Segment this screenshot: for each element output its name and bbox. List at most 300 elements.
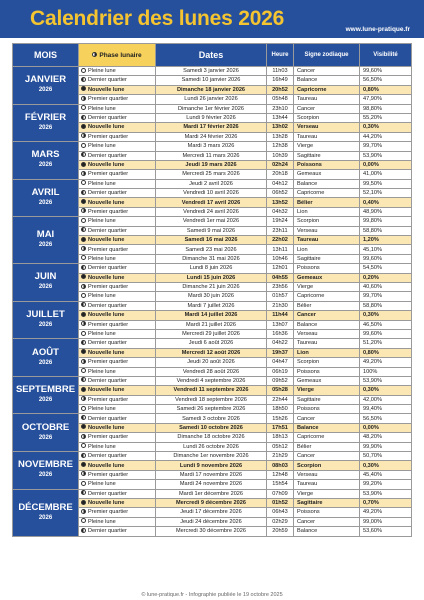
phase-cell <box>79 517 156 526</box>
month-cell <box>13 104 79 142</box>
sign-cell: Lion <box>294 348 360 357</box>
first-moon-icon <box>81 246 86 251</box>
phase-label: Premier quartier <box>88 321 129 328</box>
full-moon-icon <box>81 180 86 185</box>
visibility-cell: 44,20% <box>360 132 412 141</box>
visibility-cell: 52,10% <box>360 189 412 198</box>
phase-cell <box>79 470 156 479</box>
month-cell <box>13 179 79 217</box>
month-year: 2026 <box>38 359 53 366</box>
month-name: JUILLET <box>26 309 65 321</box>
sign-cell: Bélier <box>294 198 360 207</box>
sign-cell: Gemeaux <box>294 273 360 282</box>
month-cell <box>13 489 79 536</box>
month-name: JUIN <box>34 271 57 283</box>
new-moon-icon <box>81 349 86 354</box>
last-moon-icon <box>81 152 86 157</box>
new-moon-icon <box>81 124 86 129</box>
sign-cell: Poissons <box>294 160 360 169</box>
visibility-cell: 0,70% <box>360 498 412 507</box>
first-moon-icon <box>81 471 86 476</box>
date-cell: Dimanche 1er février 2026 <box>156 104 267 113</box>
sign-cell: Capricorne <box>294 85 360 94</box>
visibility-cell: 0,80% <box>360 85 412 94</box>
date-cell: Jeudi 2 avril 2026 <box>156 179 267 188</box>
full-moon-icon <box>81 443 86 448</box>
visibility-cell: 56,50% <box>360 76 412 85</box>
last-moon-icon <box>81 377 86 382</box>
time-cell: 05h48 <box>267 95 294 104</box>
sign-cell: Poissons <box>294 508 360 517</box>
phase-label: Dernier quartier <box>88 415 127 422</box>
phase-label: Premier quartier <box>88 396 129 403</box>
last-moon-icon <box>81 190 86 195</box>
last-moon-icon <box>81 340 86 345</box>
sign-cell: Poissons <box>294 367 360 376</box>
date-cell: Mardi 21 juillet 2026 <box>156 320 267 329</box>
time-cell: 23h10 <box>267 104 294 113</box>
phase-cell <box>79 170 156 179</box>
sign-cell: Vierge <box>294 489 360 498</box>
phase-label: Premier quartier <box>88 246 129 253</box>
date-cell: Vendredi 18 septembre 2026 <box>156 395 267 404</box>
sign-cell: Balance <box>294 179 360 188</box>
table-row <box>13 217 412 226</box>
phase-cell <box>79 489 156 498</box>
sign-cell: Sagittaire <box>294 151 360 160</box>
sign-cell: Taureau <box>294 95 360 104</box>
full-moon-icon <box>81 143 86 148</box>
phase-label: Nouvelle lune <box>88 124 125 131</box>
sign-cell: Capricorne <box>294 292 360 301</box>
phase-label: Nouvelle lune <box>88 500 125 507</box>
phase-label: Pleine lune <box>88 443 116 450</box>
visibility-cell: 45,40% <box>360 470 412 479</box>
visibility-cell: 99,60% <box>360 254 412 263</box>
month-cell <box>13 67 79 105</box>
phase-label: Nouvelle lune <box>88 274 125 281</box>
time-cell: 05h28 <box>267 386 294 395</box>
new-moon-icon <box>81 387 86 392</box>
full-moon-icon <box>81 218 86 223</box>
table-row <box>13 414 412 423</box>
full-moon-icon <box>81 105 86 110</box>
new-moon-icon <box>81 312 86 317</box>
phase-label: Pleine lune <box>88 68 116 75</box>
date-cell: Mardi 3 mars 2026 <box>156 142 267 151</box>
visibility-cell: 58,80% <box>360 301 412 310</box>
phase-label: Nouvelle lune <box>88 424 125 431</box>
page-title: Calendrier des lunes 2026 <box>30 7 285 30</box>
sign-cell: Vierge <box>294 282 360 291</box>
sign-cell: Verseau <box>294 123 360 132</box>
sign-cell: Verseau <box>294 470 360 479</box>
date-cell: Lundi 9 novembre 2026 <box>156 461 267 470</box>
phase-label: Dernier quartier <box>88 152 127 159</box>
full-moon-icon <box>81 481 86 486</box>
date-cell: Vendredi 24 avril 2026 <box>156 207 267 216</box>
phase-cell <box>79 433 156 442</box>
visibility-cell: 40,60% <box>360 282 412 291</box>
date-cell: Lundi 26 octobre 2026 <box>156 442 267 451</box>
table-row <box>13 264 412 273</box>
phase-label: Dernier quartier <box>88 265 127 272</box>
time-cell: 12h01 <box>267 264 294 273</box>
phase-label: Premier quartier <box>88 96 129 103</box>
first-moon-icon <box>81 509 86 514</box>
phase-cell <box>79 85 156 94</box>
sign-cell: Gemeaux <box>294 170 360 179</box>
new-moon-icon <box>81 237 86 242</box>
time-cell: 13h11 <box>267 245 294 254</box>
full-moon-icon <box>81 518 86 523</box>
phase-label: Premier quartier <box>88 208 129 215</box>
month-name: FÉVRIER <box>24 111 67 123</box>
month-name: OCTOBRE <box>21 421 70 433</box>
sign-cell: Scorpion <box>294 461 360 470</box>
visibility-cell: 48,90% <box>360 207 412 216</box>
date-cell: Samedi 10 octobre 2026 <box>156 423 267 432</box>
time-cell: 07h09 <box>267 489 294 498</box>
first-moon-icon <box>81 359 86 364</box>
new-moon-icon <box>81 462 86 467</box>
phase-label: Premier quartier <box>88 171 129 178</box>
date-cell: Vendredi 17 avril 2026 <box>156 198 267 207</box>
phase-cell <box>79 245 156 254</box>
date-cell: Mercredi 11 mars 2026 <box>156 151 267 160</box>
visibility-cell: 53,90% <box>360 151 412 160</box>
phase-cell <box>79 348 156 357</box>
time-cell: 23h11 <box>267 226 294 235</box>
phase-cell <box>79 189 156 198</box>
time-cell: 13h44 <box>267 113 294 122</box>
date-cell: Jeudi 6 août 2026 <box>156 339 267 348</box>
moon-calendar-table <box>12 43 412 537</box>
visibility-cell: 0,30% <box>360 386 412 395</box>
phase-label: Pleine lune <box>88 218 116 225</box>
visibility-cell: 51,20% <box>360 339 412 348</box>
phase-label: Dernier quartier <box>88 302 127 309</box>
full-moon-icon <box>81 293 86 298</box>
sign-cell: Lion <box>294 245 360 254</box>
visibility-cell: 99,80% <box>360 217 412 226</box>
time-cell: 22h44 <box>267 395 294 404</box>
table-row <box>13 339 412 348</box>
first-moon-icon <box>81 208 86 213</box>
date-cell: Dimanche 1er novembre 2026 <box>156 452 267 461</box>
phase-label: Nouvelle lune <box>88 237 125 244</box>
month-cell <box>13 452 79 490</box>
visibility-cell: 0,00% <box>360 423 412 432</box>
time-cell: 06h19 <box>267 367 294 376</box>
last-moon-icon <box>81 115 86 120</box>
phase-label: Pleine lune <box>88 105 116 112</box>
phase-label: Premier quartier <box>88 284 129 291</box>
table-row <box>13 376 412 385</box>
phase-cell <box>79 395 156 404</box>
visibility-cell: 99,70% <box>360 292 412 301</box>
phase-cell <box>79 198 156 207</box>
visibility-cell: 99,60% <box>360 67 412 76</box>
first-moon-icon <box>81 171 86 176</box>
phase-label: Nouvelle lune <box>88 199 125 206</box>
first-moon-icon <box>81 284 86 289</box>
visibility-cell: 0,80% <box>360 348 412 357</box>
phase-cell <box>79 452 156 461</box>
visibility-cell: 53,90% <box>360 489 412 498</box>
sign-cell: Taureau <box>294 132 360 141</box>
visibility-cell: 99,70% <box>360 142 412 151</box>
phase-cell <box>79 527 156 536</box>
month-cell <box>13 301 79 339</box>
month-name: MARS <box>31 149 60 161</box>
phase-cell <box>79 339 156 348</box>
month-year: 2026 <box>38 242 53 249</box>
visibility-cell: 99,90% <box>360 442 412 451</box>
phase-label: Pleine lune <box>88 143 116 150</box>
date-cell: Lundi 8 juin 2026 <box>156 264 267 273</box>
date-cell: Dimanche 18 janvier 2026 <box>156 85 267 94</box>
column-header-signe: Signe zodiaque <box>294 44 360 67</box>
date-cell: Samedi 3 janvier 2026 <box>156 67 267 76</box>
date-cell: Samedi 3 octobre 2026 <box>156 414 267 423</box>
phase-label: Nouvelle lune <box>88 86 125 93</box>
date-cell: Jeudi 17 décembre 2026 <box>156 508 267 517</box>
visibility-cell: 0,30% <box>360 461 412 470</box>
phase-cell <box>79 104 156 113</box>
phase-cell <box>79 414 156 423</box>
phase-label: Nouvelle lune <box>88 349 125 356</box>
month-cell <box>13 264 79 302</box>
phase-cell <box>79 95 156 104</box>
phase-cell <box>79 113 156 122</box>
visibility-cell: 53,60% <box>360 527 412 536</box>
visibility-cell: 56,50% <box>360 414 412 423</box>
time-cell: 01h57 <box>267 292 294 301</box>
date-cell: Dimanche 18 octobre 2026 <box>156 433 267 442</box>
phase-label: Dernier quartier <box>88 227 127 234</box>
month-year: 2026 <box>38 322 53 329</box>
phase-cell <box>79 264 156 273</box>
time-cell: 11h44 <box>267 311 294 320</box>
first-moon-icon <box>81 434 86 439</box>
visibility-cell: 0,20% <box>360 273 412 282</box>
visibility-cell: 99,50% <box>360 179 412 188</box>
date-cell: Lundi 26 janvier 2026 <box>156 95 267 104</box>
visibility-cell: 54,50% <box>360 264 412 273</box>
phase-label: Nouvelle lune <box>88 387 125 394</box>
phase-label: Pleine lune <box>88 331 116 338</box>
phase-label: Dernier quartier <box>88 453 127 460</box>
full-moon-icon <box>81 368 86 373</box>
visibility-cell: 48,20% <box>360 433 412 442</box>
month-name: DÉCEMBRE <box>18 501 73 513</box>
footer-credit: © lune-pratique.fr - Infographie publiée le 19 octobre 2025 <box>141 592 283 598</box>
date-cell: Samedi 23 mai 2026 <box>156 245 267 254</box>
column-header-heure: Heure <box>267 44 294 67</box>
phase-label: Premier quartier <box>88 133 129 140</box>
first-moon-icon <box>81 321 86 326</box>
date-cell: Vendredi 28 août 2026 <box>156 367 267 376</box>
time-cell: 04h32 <box>267 207 294 216</box>
header-band <box>0 0 424 38</box>
phase-cell <box>79 442 156 451</box>
time-cell: 20h59 <box>267 527 294 536</box>
time-cell: 12h38 <box>267 142 294 151</box>
date-cell: Jeudi 24 décembre 2026 <box>156 517 267 526</box>
sign-cell: Balance <box>294 76 360 85</box>
phase-cell <box>79 386 156 395</box>
visibility-cell: 0,30% <box>360 311 412 320</box>
last-moon-icon <box>81 528 86 533</box>
month-year: 2026 <box>38 199 53 206</box>
phase-label: Dernier quartier <box>88 115 127 122</box>
phase-cell <box>79 498 156 507</box>
sign-cell: Poissons <box>294 264 360 273</box>
new-moon-icon <box>81 424 86 429</box>
date-cell: Mardi 7 juillet 2026 <box>156 301 267 310</box>
table-row <box>13 301 412 310</box>
phase-cell <box>79 329 156 338</box>
sign-cell: Gemeaux <box>294 376 360 385</box>
phase-cell <box>79 67 156 76</box>
date-cell: Samedi 16 mai 2026 <box>156 236 267 245</box>
date-cell: Jeudi 20 août 2026 <box>156 358 267 367</box>
table-body <box>13 67 412 537</box>
time-cell: 11h03 <box>267 67 294 76</box>
sign-cell: Capricorne <box>294 189 360 198</box>
phase-cell <box>79 273 156 282</box>
phase-label: Pleine lune <box>88 518 116 525</box>
column-header-phase-label: Phase lunaire <box>99 51 142 59</box>
time-cell: 21h29 <box>267 452 294 461</box>
sign-cell: Cancer <box>294 67 360 76</box>
sign-cell: Sagittaire <box>294 254 360 263</box>
visibility-cell: 49,20% <box>360 508 412 517</box>
phase-label: Dernier quartier <box>88 77 127 84</box>
phase-cell <box>79 292 156 301</box>
phase-label: Nouvelle lune <box>88 312 125 319</box>
date-cell: Mardi 24 novembre 2026 <box>156 480 267 489</box>
date-cell: Mercredi 12 août 2026 <box>156 348 267 357</box>
month-year: 2026 <box>38 124 53 131</box>
new-moon-icon <box>81 86 86 91</box>
time-cell: 01h52 <box>267 498 294 507</box>
sign-cell: Balance <box>294 320 360 329</box>
date-cell: Mercredi 30 décembre 2026 <box>156 527 267 536</box>
month-year: 2026 <box>38 87 53 94</box>
date-cell: Vendredi 10 avril 2026 <box>156 189 267 198</box>
time-cell: 12h48 <box>267 470 294 479</box>
phase-label: Pleine lune <box>88 481 116 488</box>
phase-cell <box>79 76 156 85</box>
visibility-cell: 45,10% <box>360 245 412 254</box>
last-moon-icon <box>81 77 86 82</box>
visibility-cell: 46,50% <box>360 320 412 329</box>
sign-cell: Cancer <box>294 311 360 320</box>
time-cell: 16h36 <box>267 329 294 338</box>
phase-label: Premier quartier <box>88 509 129 516</box>
phase-label: Dernier quartier <box>88 528 127 535</box>
phase-cell <box>79 405 156 414</box>
month-year: 2026 <box>38 472 53 479</box>
last-moon-icon <box>81 490 86 495</box>
visibility-cell: 47,90% <box>360 95 412 104</box>
phase-cell <box>79 358 156 367</box>
table-row <box>13 104 412 113</box>
month-name: MAI <box>36 229 55 241</box>
phase-cell <box>79 301 156 310</box>
phase-cell <box>79 207 156 216</box>
time-cell: 09h52 <box>267 376 294 385</box>
visibility-cell: 99,00% <box>360 517 412 526</box>
time-cell: 18h13 <box>267 433 294 442</box>
phase-label: Nouvelle lune <box>88 462 125 469</box>
visibility-cell: 0,30% <box>360 123 412 132</box>
month-name: AVRIL <box>31 186 60 198</box>
date-cell: Vendredi 4 septembre 2026 <box>156 376 267 385</box>
visibility-cell: 42,00% <box>360 395 412 404</box>
date-cell: Mardi 14 juillet 2026 <box>156 311 267 320</box>
date-cell: Mardi 30 juin 2026 <box>156 292 267 301</box>
phase-label: Dernier quartier <box>88 377 127 384</box>
new-moon-icon <box>81 199 86 204</box>
time-cell: 15h54 <box>267 480 294 489</box>
phase-cell <box>79 236 156 245</box>
time-cell: 21h30 <box>267 301 294 310</box>
time-cell: 19h37 <box>267 348 294 357</box>
phase-cell <box>79 132 156 141</box>
date-cell: Mercredi 29 juillet 2026 <box>156 329 267 338</box>
phase-cell <box>79 480 156 489</box>
sign-cell: Scorpion <box>294 113 360 122</box>
sign-cell: Bélier <box>294 301 360 310</box>
visibility-cell: 58,80% <box>360 226 412 235</box>
phase-cell <box>79 367 156 376</box>
sign-cell: Vierge <box>294 386 360 395</box>
new-moon-icon <box>81 274 86 279</box>
phase-label: Nouvelle lune <box>88 162 125 168</box>
time-cell: 08h03 <box>267 461 294 470</box>
time-cell: 04h47 <box>267 358 294 367</box>
month-cell <box>13 217 79 264</box>
month-year: 2026 <box>38 284 53 291</box>
phase-label: Pleine lune <box>88 406 116 413</box>
time-cell: 20h18 <box>267 170 294 179</box>
date-cell: Vendredi 11 septembre 2026 <box>156 386 267 395</box>
month-cell <box>13 339 79 377</box>
month-year: 2026 <box>38 514 53 521</box>
phase-cell <box>79 320 156 329</box>
time-cell: 04h55 <box>267 273 294 282</box>
table-row <box>13 179 412 188</box>
phase-cell <box>79 423 156 432</box>
time-cell: 23h56 <box>267 282 294 291</box>
date-cell: Mardi 24 février 2026 <box>156 132 267 141</box>
visibility-cell: 49,20% <box>360 358 412 367</box>
phase-label: Dernier quartier <box>88 490 127 497</box>
site-url: www.lune-pratique.fr <box>345 26 410 33</box>
month-year: 2026 <box>38 162 53 169</box>
month-name: AOÛT <box>32 346 59 358</box>
phase-cell <box>79 142 156 151</box>
phase-label: Premier quartier <box>88 471 129 478</box>
first-moon-icon <box>81 96 86 101</box>
full-moon-icon <box>81 255 86 260</box>
full-moon-icon <box>81 68 86 73</box>
time-cell: 10h46 <box>267 254 294 263</box>
time-cell: 22h02 <box>267 236 294 245</box>
